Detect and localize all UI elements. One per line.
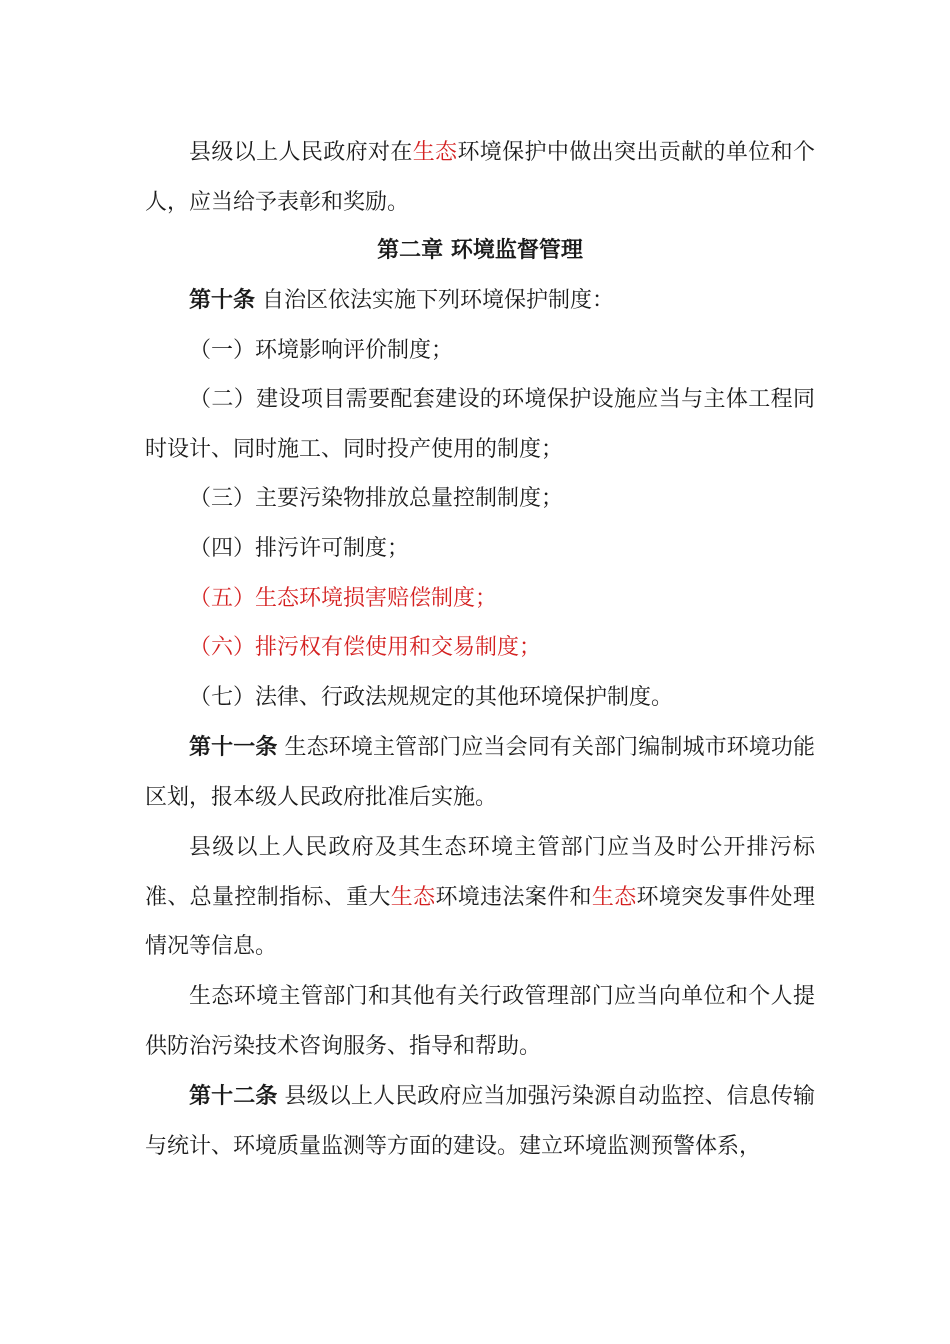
article-10: 第十条 自治区依法实施下列环境保护制度： xyxy=(189,288,615,313)
highlight-ecology: 生态 xyxy=(390,884,436,910)
list-item: （二）建设项目需要配套建设的环境保护设施应当与主体工程同时设计、同时施工、同时投产使用的制度； xyxy=(145,387,815,462)
paragraph-consulting: 生态环境主管部门和其他有关行政管理部门应当向单位和个人提供防治污染技术咨询服务、指导和帮助。 xyxy=(145,984,815,1059)
article-label: 第十一条 xyxy=(189,735,278,760)
article-11: 第十一条 生态环境主管部门应当会同有关部门编制城市环境功能区划，报本级人民政府批准后实施。 xyxy=(145,735,815,810)
list-item: （四）排污许可制度； xyxy=(189,536,410,561)
highlight-ecology: 生态 xyxy=(412,140,458,165)
paragraph-commendation: 县级以上人民政府对在生态环境保护中做出突出贡献的单位和个人，应当给予表彰和奖励。 xyxy=(145,140,815,215)
highlight-ecology: 生态 xyxy=(591,884,637,910)
paragraph-disclosure: 县级以上人民政府及其生态环境主管部门应当及时公开排污标准、总量控制指标、重大生态环境违法案件和生态环境突发事件处理情况等信息。 xyxy=(145,835,815,959)
list-item: （三）主要污染物排放总量控制制度； xyxy=(189,486,564,511)
list-item: （七）法律、行政法规规定的其他环境保护制度。 xyxy=(189,685,674,710)
list-item-highlighted: （六）排污权有偿使用和交易制度； xyxy=(189,635,542,660)
article-label: 第十条 xyxy=(189,288,256,313)
article-12: 第十二条 县级以上人民政府应当加强污染源自动监控、信息传输与统计、环境质量监测等方面的建设。建立环境监测预警体系， xyxy=(145,1084,815,1159)
chapter-title: 第二章 环境监督管理 xyxy=(377,238,583,263)
list-item: （一）环境影响评价制度； xyxy=(189,338,454,363)
list-item-highlighted: （五）生态环境损害赔偿制度； xyxy=(189,586,498,611)
article-label: 第十二条 xyxy=(189,1084,278,1109)
